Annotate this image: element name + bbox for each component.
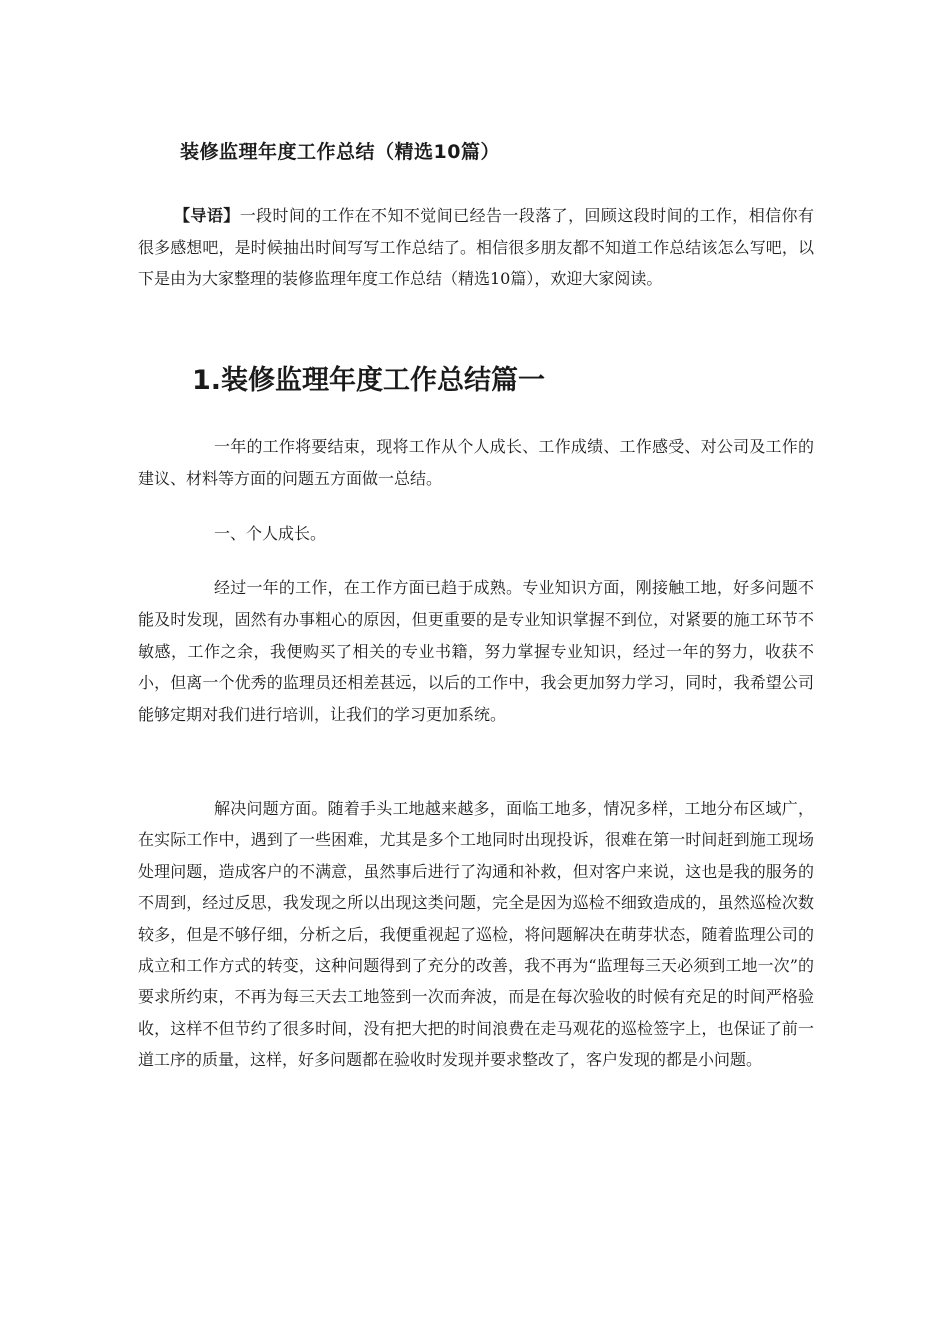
body-paragraph: 经过一年的工作，在工作方面已趋于成熟。专业知识方面，刚接触工地，好多问题不能及时发现，固然有办事粗心的原因，但更重要的是专业知识掌握不到位，对紧要的施工环节不敏感，工作之余，我便购买了相关的专业书籍，努力掌握专业知识，经过一年的努力，收获不小，但离一个优秀的监理员还相差甚远，以后的工作中，我会更加努力学习，同时，我希望公司能够定期对我们进行培训，让我们的学习更加系统。 — [138, 578, 814, 725]
section-heading: 1.装修监理年度工作总结篇一 — [192, 365, 546, 396]
intro-text: 一段时间的工作在不知不觉间已经告一段落了，回顾这段时间的工作，相信你有很多感想吧，是时候抽出时间写写工作总结了。相信很多朋友都不知道工作总结该怎么写吧，以下是由为大家整理的装修监理年度工作总结（精选10篇），欢迎大家阅读。 — [138, 206, 814, 288]
document-title: 装修监理年度工作总结（精选10篇） — [180, 141, 500, 163]
intro-lead-label: 【导语】 — [174, 206, 240, 225]
subsection-heading: 一、个人成长。 — [214, 524, 327, 543]
body-paragraph: 解决问题方面。随着手头工地越来越多，面临工地多，情况多样，工地分布区域广，在实际工作中，遇到了一些困难，尤其是多个工地同时出现投诉，很难在第一时间赶到施工现场处理问题，造成客户的不满意，虽然事后进行了沟通和补救，但对客户来说，这也是我的服务的不周到，经过反思，我发现之所以出现这类问题，完全是因为巡检不细致造成的，虽然巡检次数较多，但是不够仔细，分析之后，我便重视起了巡检，将问题解决在萌芽状态，随着监理公司的成立和工作方式的转变，这种问题得到了充分的改善，我不再为“监理每三天必须到工地一次”的要求所约束，不再为每三天去工地签到一次而奔波，而是在每次验收的时候有充足的时间严格验收，这样不但节约了很多时间，没有把大把的时间浪费在走马观花的巡检签字上，也保证了前一道工序的质量，这样，好多问题都在验收时发现并要求整改了，客户发现的都是小问题。 — [138, 799, 814, 1070]
body-paragraph: 一年的工作将要结束，现将工作从个人成长、工作成绩、工作感受、对公司及工作的建议、材料等方面的问题五方面做一总结。 — [138, 437, 814, 488]
intro-paragraph — [138, 200, 814, 295]
